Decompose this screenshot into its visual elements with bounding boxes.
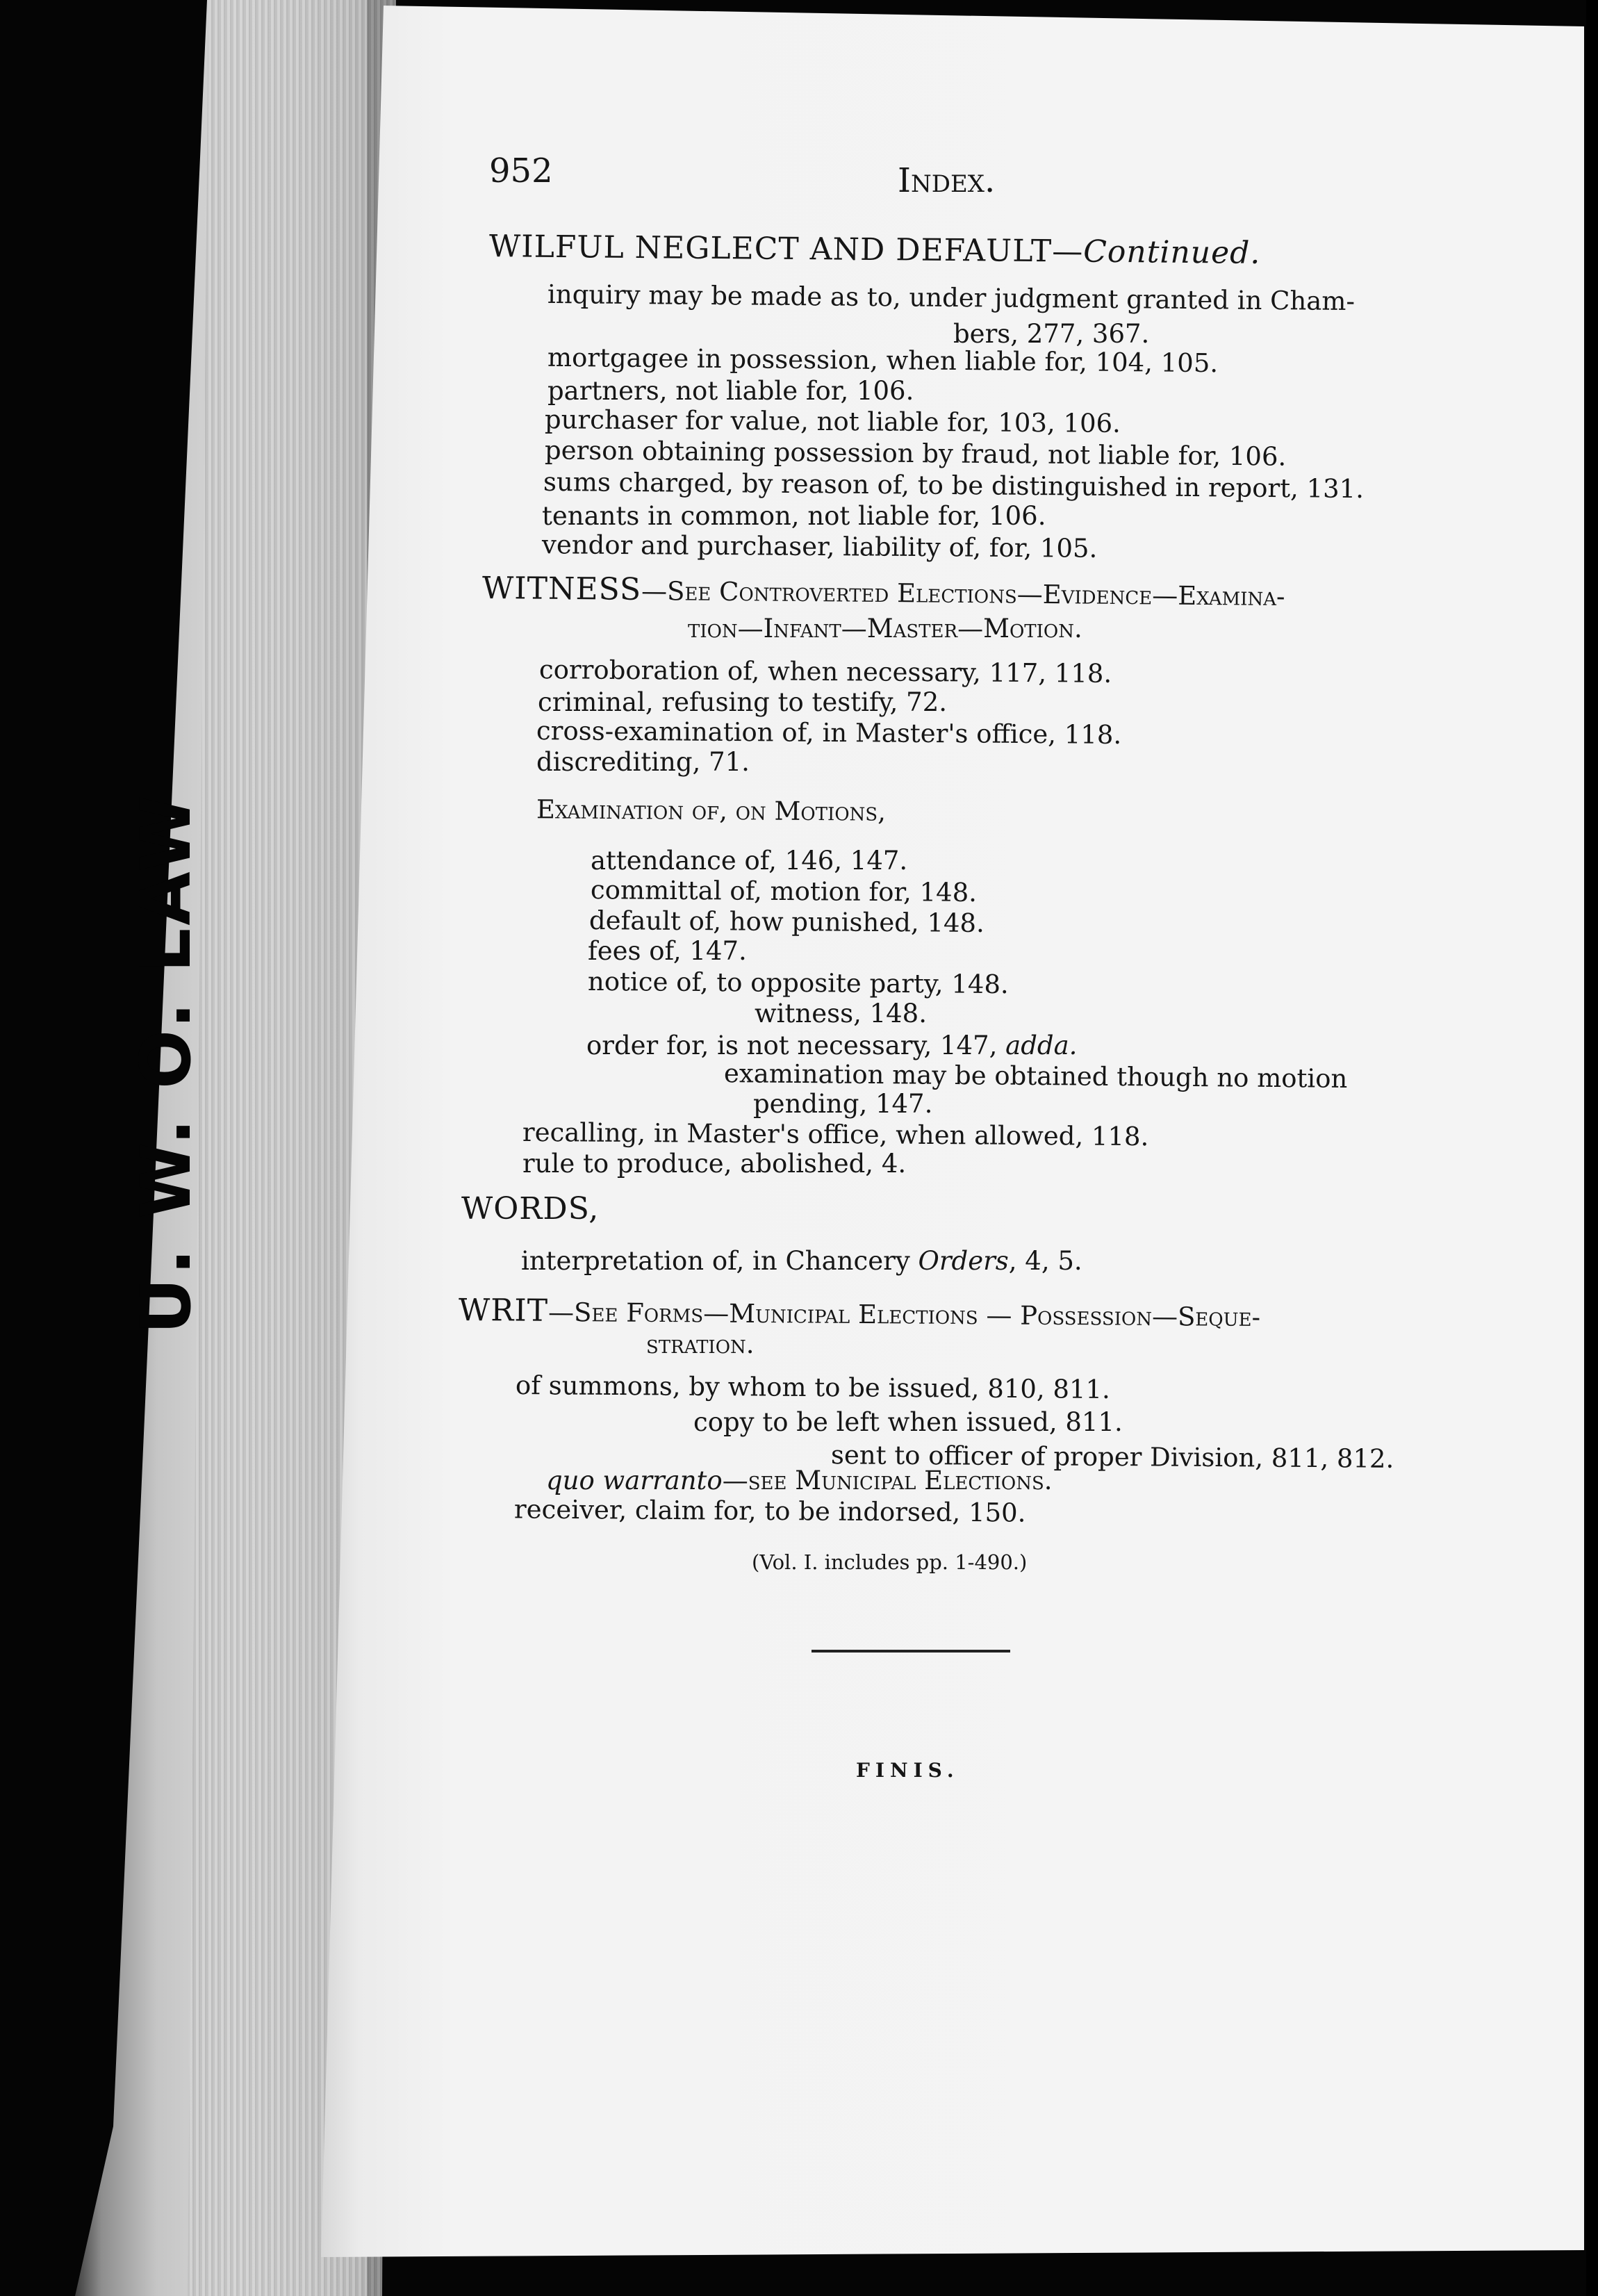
- entry-italic: Orders: [918, 1246, 1009, 1276]
- index-subentry-cont: pending, 147.: [753, 1089, 933, 1119]
- cross-reference-cont: tion—Infant—Master—Motion.: [688, 614, 1082, 643]
- entry-italic: adda.: [1005, 1031, 1078, 1060]
- spine-label: U. W. O. LAW: [125, 792, 206, 1334]
- index-entry: discrediting, 71.: [536, 747, 750, 777]
- page-number: 952: [489, 151, 553, 190]
- right-scan-border: [1586, 0, 1598, 2296]
- continued-label: Continued.: [1083, 233, 1261, 271]
- volume-note: (Vol. I. includes pp. 1-490.): [752, 1550, 1028, 1574]
- subheading: Examination of, on Motions,: [536, 794, 887, 827]
- index-entry: mortgagee in possession, when liable for, 104, 105.: [547, 342, 1219, 379]
- entry-heading-words: WORDS,: [461, 1191, 600, 1227]
- entry-italic: quo warranto: [546, 1466, 723, 1495]
- divider-rule: [812, 1650, 1010, 1653]
- cross-reference-cont: stration.: [646, 1329, 755, 1359]
- entry-text-end: , 4, 5.: [1008, 1246, 1082, 1276]
- index-subentry: [586, 1033, 1077, 1058]
- index-subentry: attendance of, 146, 147.: [591, 846, 908, 876]
- index-entry-cont: bers, 277, 367.: [953, 319, 1150, 349]
- heading-text: WILFUL NEGLECT AND DEFAULT—: [488, 229, 1084, 270]
- index-entry: sums charged, by reason of, to be distinguished in report, 131.: [543, 466, 1365, 505]
- cross-reference: —See Forms—Municipal Elections — Possession—Seque-: [547, 1297, 1261, 1333]
- index-entry: cross-examination of, in Master's office, 118.: [536, 716, 1122, 750]
- index-subentry: fees of, 147.: [588, 936, 747, 966]
- entry-heading-writ: [458, 1292, 1261, 1333]
- heading-text: WRIT: [458, 1292, 549, 1329]
- index-subentry: committal of, motion for, 148.: [590, 875, 978, 908]
- running-title: Index.: [898, 161, 996, 200]
- entry-heading-wilful: [489, 231, 1261, 269]
- index-entry: receiver, claim for, to be indorsed, 150.: [513, 1494, 1026, 1528]
- index-entry: person obtaining possession by fraud, not liable for, 106.: [544, 435, 1287, 472]
- index-entry: inquiry may be made as to, under judgment granted in Cham-: [547, 279, 1356, 317]
- index-entry: criminal, refusing to testify, 72.: [538, 687, 948, 717]
- entry-heading-witness: [481, 570, 1285, 612]
- finis-label: FINIS.: [856, 1759, 959, 1782]
- index-subentry-cont: witness, 148.: [755, 999, 927, 1028]
- index-entry: corroboration of, when necessary, 117, 118.: [538, 655, 1112, 689]
- index-entry: recalling, in Master's office, when allowed, 118.: [522, 1117, 1149, 1152]
- index-subentry-cont: examination may be obtained though no motion: [723, 1058, 1348, 1094]
- index-subentry: default of, how punished, 148.: [588, 905, 985, 938]
- index-entry: vendor and purchaser, liability of, for, 105.: [541, 530, 1098, 564]
- entry-text: order for, is not necessary, 147,: [586, 1031, 1006, 1060]
- index-entry: tenants in common, not liable for, 106.: [542, 501, 1046, 531]
- index-entry: purchaser for value, not liable for, 103, 106.: [544, 404, 1121, 438]
- index-entry: [546, 1468, 1053, 1493]
- index-subentry: notice of, to opposite party, 148.: [587, 966, 1009, 1000]
- cross-reference: —See Controverted Elections—Evidence—Examina-: [641, 575, 1285, 612]
- cross-reference: —see Municipal Elections.: [722, 1466, 1053, 1495]
- heading-text: WITNESS: [481, 570, 642, 607]
- index-entry: rule to produce, abolished, 4.: [522, 1149, 907, 1179]
- index-entry: [521, 1248, 1082, 1274]
- entry-text: interpretation of, in Chancery: [521, 1246, 919, 1276]
- index-entry: partners, not liable for, 106.: [547, 376, 914, 406]
- index-entry: of summons, by whom to be issued, 810, 811.: [515, 1370, 1110, 1404]
- index-entry-cont: copy to be left when issued, 811.: [693, 1407, 1123, 1437]
- index-entry-cont: sent to officer of proper Division, 811, 812.: [830, 1440, 1394, 1474]
